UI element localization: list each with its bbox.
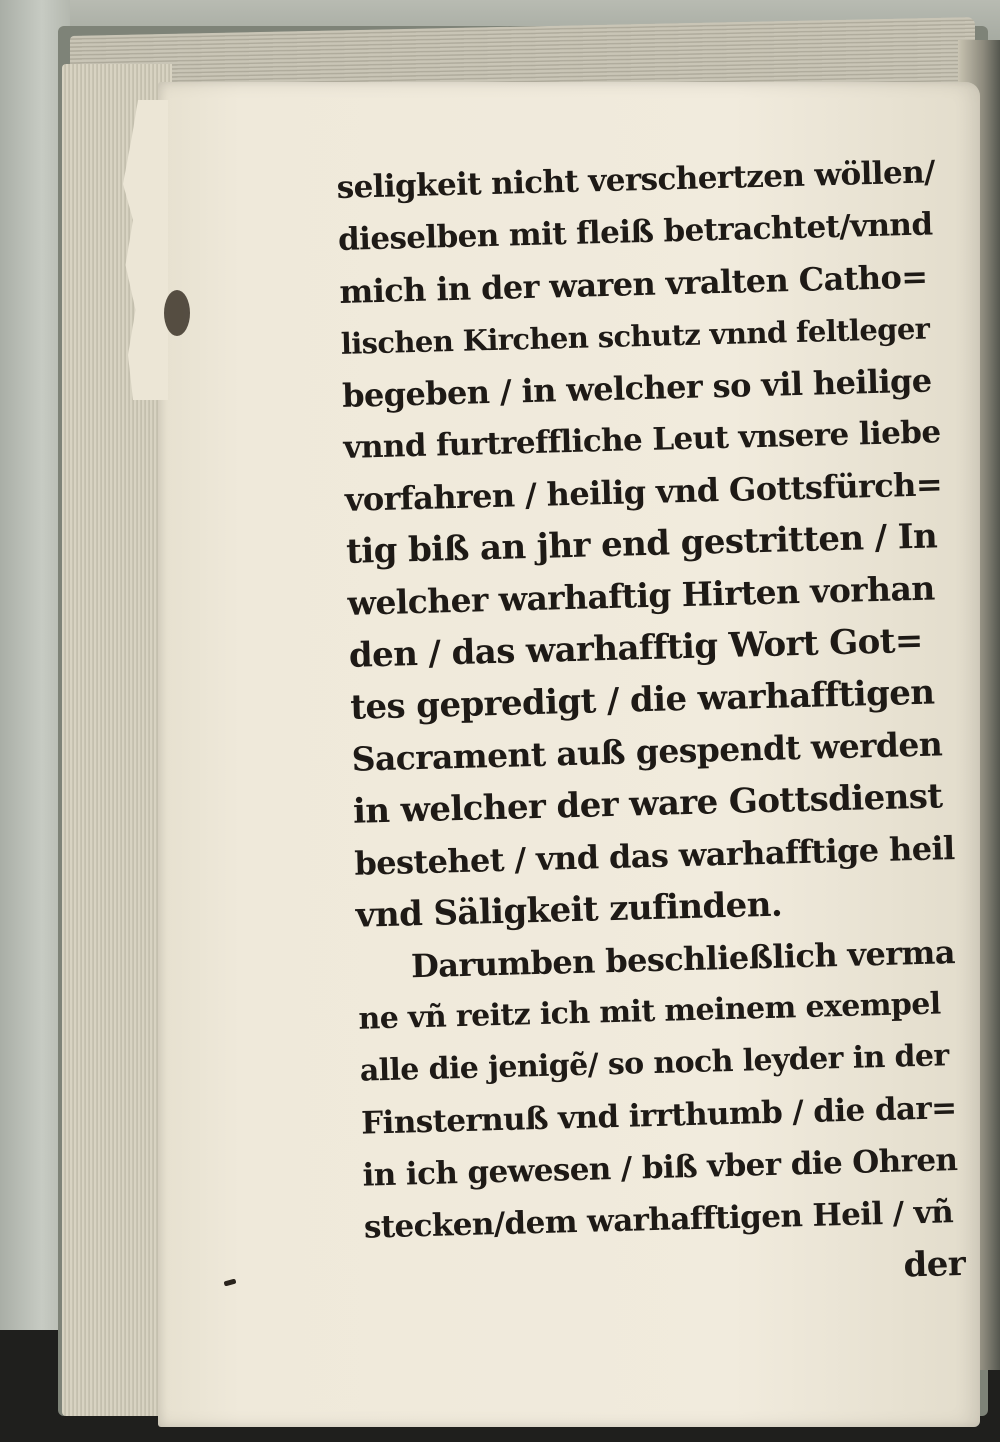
text-line: den / das warhafftig Wort Got=	[348, 620, 924, 676]
text-line: Sacrament auß gespendt werden	[351, 724, 943, 779]
text-line: dieselben mit fleiß betrachtet/vnnd	[337, 206, 933, 258]
ink-stain	[164, 290, 190, 336]
text-line: tig biß an jhr end gestritten / In	[345, 516, 938, 572]
text-line: bestehet / vnd das warhafftige heil	[353, 829, 956, 883]
text-line: in welcher der ware Gottsdienst	[352, 776, 943, 832]
text-line: begeben / in welcher so vil heilige	[341, 361, 933, 415]
text-line: mich in der waren vralten Catho=	[338, 257, 928, 311]
text-line: welcher warhaftig Hirten vorhan	[347, 568, 936, 623]
text-line: vorfahren / heilig vnd Gottsfürch=	[344, 465, 943, 519]
text-line: vnnd furtreffliche Leut vnsere liebe	[343, 414, 941, 466]
text-line: Finsternuß vnd irrthumb / die dar=	[360, 1090, 957, 1142]
text-line: ne vñ reitz ich mit meinem exempel	[358, 986, 941, 1037]
page-text	[336, 144, 966, 1286]
text-line: stecken/dem warhafftigen Heil / vñ	[363, 1194, 954, 1246]
text-line: in ich gewesen / biß vber die Ohren	[362, 1142, 958, 1194]
text-line: Darumben beschließlich verma	[410, 933, 956, 986]
text-line: seligkeit nicht verschertzen wöllen/	[336, 154, 936, 206]
text-line: tes gepredigt / die warhafftigen	[349, 672, 935, 728]
catchword: der	[903, 1243, 966, 1286]
text-line: alle die jenigẽ/ so noch leyder in der	[359, 1038, 950, 1089]
text-line: vnd Säligkeit zufinden.	[355, 884, 783, 936]
text-line: lischen Kirchen schutz vnnd feltleger	[340, 311, 930, 361]
